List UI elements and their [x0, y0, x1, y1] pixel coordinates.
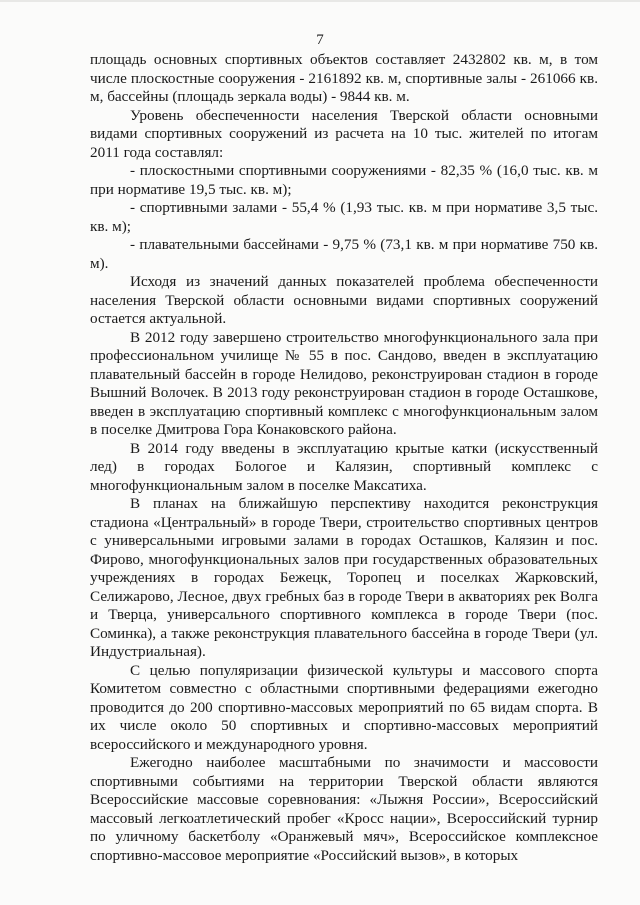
body-text [90, 51, 598, 865]
scan-edge [0, 0, 640, 2]
list-item-swimming-pools: - плавательными бассейнами - 9,75 % (73,1 кв. м при нормативе 750 кв. м). [90, 236, 598, 272]
paragraph-sports-areas: площадь основных спортивных объектов составляет 2432802 кв. м, в том числе плоскостные сооружения - 2161892 кв. м, спортивные залы - 261066 кв. м, бассейны (площадь зеркала воды) - 9844 кв. м. [90, 51, 598, 105]
paragraph-construction-2012: В 2012 году завершено строительство многофункционального зала при профессиональном училище № 55 в пос. Сандово, введен в эксплуатацию плавательный бассейн в городе Нелидово, реконструирован стадион в городе Вышний Волочек. В 2013 году реконструирован стадион в городе Осташкове, введен в эксплуатацию спортивный комплекс с многофункциональным залом в поселке Дмитрова Гора Конаковского района. [90, 328, 598, 438]
paragraph-provision-level: Уровень обеспеченности населения Тверской области основными видами спортивных сооружений из расчета на 10 тыс. жителей по итогам 2011 года составлял: [90, 106, 598, 161]
paragraph-plans: В планах на ближайшую перспективу находится реконструкция стадиона «Центральный» в городе Твери, строительство спортивных центров с универсальными игровыми залами в городах Осташков, Калязин и пос. Фирово, многофункциональных залов при государственных образовательных учреждениях в городах Бежецк, Торопец и поселках Жарковский, Селижарово, Лесное, двух гребных баз в городе Твери в акваториях рек Волга и Тверца, универсального спортивного комплекса в городе Твери (пос. Соминка), а также реконструкция плавательного бассейна в городе Твери (ул. Индустриальная). [90, 495, 598, 660]
paragraph-problem-relevance: Исходя из значений данных показателей проблема обеспеченности населения Тверской области основными видами спортивных сооружений остается актуальной. [90, 273, 598, 327]
paragraph-construction-2014: В 2014 году введены в эксплуатацию крытые катки (искусственный лед) в городах Бологое и Калязин, спортивный комплекс с многофункциональным залом в поселке Максатиха. [90, 439, 598, 494]
paragraph-popularization: С целью популяризации физической культуры и массового спорта Комитетом совместно с областными спортивными федерациями ежегодно проводится до 200 спортивно-массовых мероприятий по 65 видам спорта. В их числе около 50 спортивных и спортивно-массовых мероприятий всероссийского и международного уровня. [90, 661, 598, 753]
paragraph-major-events: Ежегодно наиболее масштабными по значимости и массовости спортивными событиями на территории Тверской области являются Всероссийские массовые соревнования: «Лыжня России», Всероссийский массовый легкоатлетический пробег «Кросс нации», Всероссийский турнир по уличному баскетболу «Оранжевый мяч», Всероссийское комплексное спортивно-массовое мероприятие «Российский вызов», в которых [90, 754, 598, 864]
list-item-sports-halls: - спортивными залами - 55,4 % (1,93 тыс. кв. м при нормативе 3,5 тыс. кв. м); [90, 199, 598, 235]
page-number: 7 [316, 32, 324, 48]
list-item-flat-facilities: - плоскостными спортивными сооружениями - 82,35 % (16,0 тыс. кв. м при нормативе 19,5 тыс. кв. м); [90, 162, 598, 198]
